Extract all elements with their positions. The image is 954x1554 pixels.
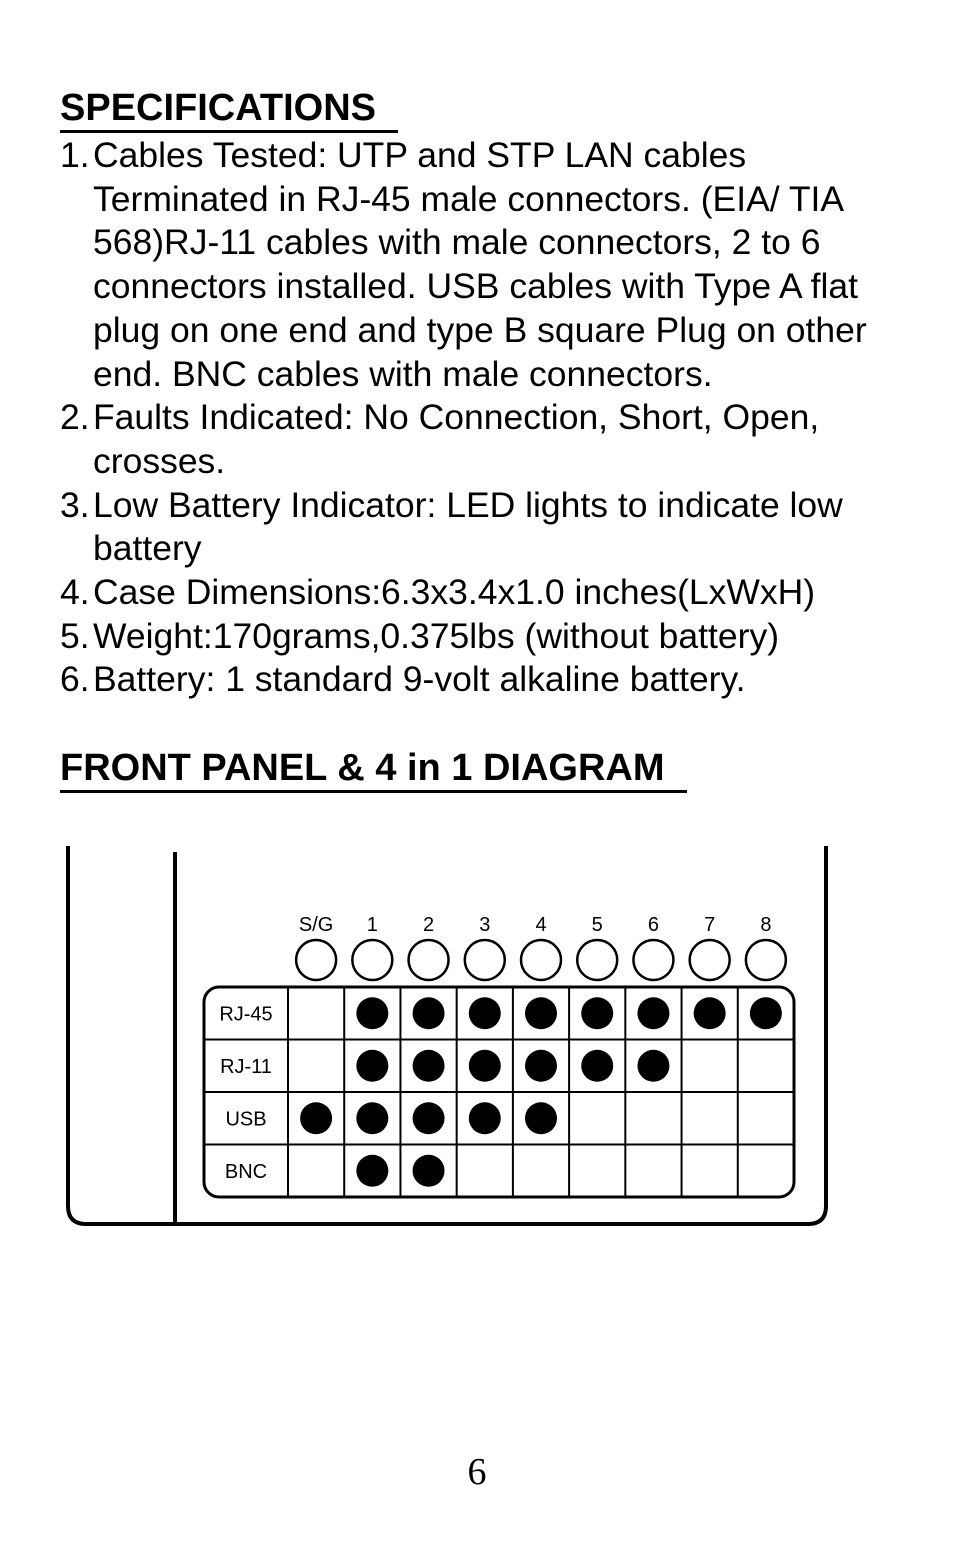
spec-item-text: Low Battery Indicator: LED lights to indicate low battery bbox=[93, 484, 843, 569]
spec-item bbox=[60, 396, 930, 483]
indicator-dot bbox=[469, 1050, 501, 1082]
spec-item-number: 5. bbox=[60, 615, 90, 656]
spec-item bbox=[60, 134, 930, 396]
led-indicator bbox=[746, 940, 786, 980]
specifications-heading: SPECIFICATIONS bbox=[60, 86, 398, 133]
led-label: 8 bbox=[760, 914, 772, 936]
spec-item-number: 1. bbox=[60, 135, 90, 175]
front-panel-diagram bbox=[0, 840, 954, 1240]
led-indicator bbox=[577, 940, 617, 980]
indicator-dot bbox=[637, 1050, 669, 1082]
led-indicator bbox=[409, 940, 449, 980]
indicator-dot bbox=[413, 1050, 445, 1082]
indicator-dot bbox=[469, 1102, 501, 1134]
cable-type-label: BNC bbox=[224, 1160, 268, 1183]
spec-item-text: Cables Tested: UTP and STP LAN cables Terminated in RJ-45 male connectors. (EIA/ TIA 568)RJ-11 cables with male connectors, 2 to 6 connectors installed. USB cables with Type A flat plug on one end and type B square Plug on other end. BNC cables with male connectors. bbox=[93, 135, 867, 394]
led-labels bbox=[299, 914, 772, 936]
led-indicators bbox=[296, 940, 786, 980]
led-indicator bbox=[521, 940, 561, 980]
led-indicator bbox=[633, 940, 673, 980]
led-label: S/G bbox=[298, 914, 334, 936]
indicator-dot bbox=[413, 1155, 445, 1187]
indicator-dot bbox=[413, 1102, 445, 1134]
indicator-dot bbox=[469, 997, 501, 1029]
spec-item bbox=[60, 658, 930, 702]
cable-type-label: RJ-45 bbox=[219, 1003, 273, 1026]
front-panel-heading: FRONT PANEL & 4 in 1 DIAGRAM bbox=[60, 746, 687, 793]
spec-item-text: Battery: 1 standard 9-volt alkaline battery. bbox=[93, 659, 746, 700]
led-indicator bbox=[465, 940, 505, 980]
indicator-dot bbox=[750, 997, 782, 1029]
spec-item-text: Faults Indicated: No Connection, Short, Open, crosses. bbox=[93, 397, 820, 481]
spec-item-number: 3. bbox=[60, 484, 90, 525]
spec-item bbox=[60, 484, 930, 571]
specifications-list bbox=[60, 134, 930, 702]
page-number: 6 bbox=[467, 1451, 487, 1493]
spec-item-text: Case Dimensions:6.3x3.4x1.0 inches(LxWxH) bbox=[93, 572, 816, 613]
indicator-dot bbox=[525, 1102, 557, 1134]
spec-item-number: 6. bbox=[60, 659, 90, 700]
indicator-dot bbox=[637, 997, 669, 1029]
indicator-dot bbox=[581, 1050, 613, 1082]
spec-item bbox=[60, 615, 930, 659]
cable-type-label: USB bbox=[225, 1108, 267, 1131]
indicator-dot bbox=[356, 1050, 388, 1082]
led-indicator bbox=[296, 940, 336, 980]
led-label: 7 bbox=[704, 914, 716, 936]
cable-type-label: RJ-11 bbox=[220, 1055, 272, 1078]
device-outline bbox=[68, 846, 826, 1224]
led-label: 1 bbox=[366, 914, 378, 936]
indicator-dot bbox=[300, 1102, 332, 1134]
indicator-dot bbox=[525, 997, 557, 1029]
spec-item-number: 2. bbox=[60, 397, 90, 438]
indicator-dot bbox=[356, 1155, 388, 1187]
indicator-dot bbox=[413, 997, 445, 1029]
indicator-dot bbox=[356, 997, 388, 1029]
indicator-dot bbox=[356, 1102, 388, 1134]
led-indicator bbox=[690, 940, 730, 980]
led-label: 2 bbox=[422, 914, 435, 936]
spec-item-text: Weight:170grams,0.375lbs (without battery) bbox=[93, 615, 780, 656]
indicator-dot bbox=[694, 997, 726, 1029]
indicator-dot bbox=[581, 997, 613, 1029]
led-label: 4 bbox=[535, 914, 547, 936]
indicator-dot bbox=[525, 1050, 557, 1082]
spec-item bbox=[60, 571, 930, 615]
led-indicator bbox=[352, 940, 392, 980]
led-label: 3 bbox=[479, 914, 491, 936]
led-label: 5 bbox=[591, 914, 603, 936]
spec-item-number: 4. bbox=[60, 572, 90, 613]
led-label: 6 bbox=[647, 914, 660, 936]
